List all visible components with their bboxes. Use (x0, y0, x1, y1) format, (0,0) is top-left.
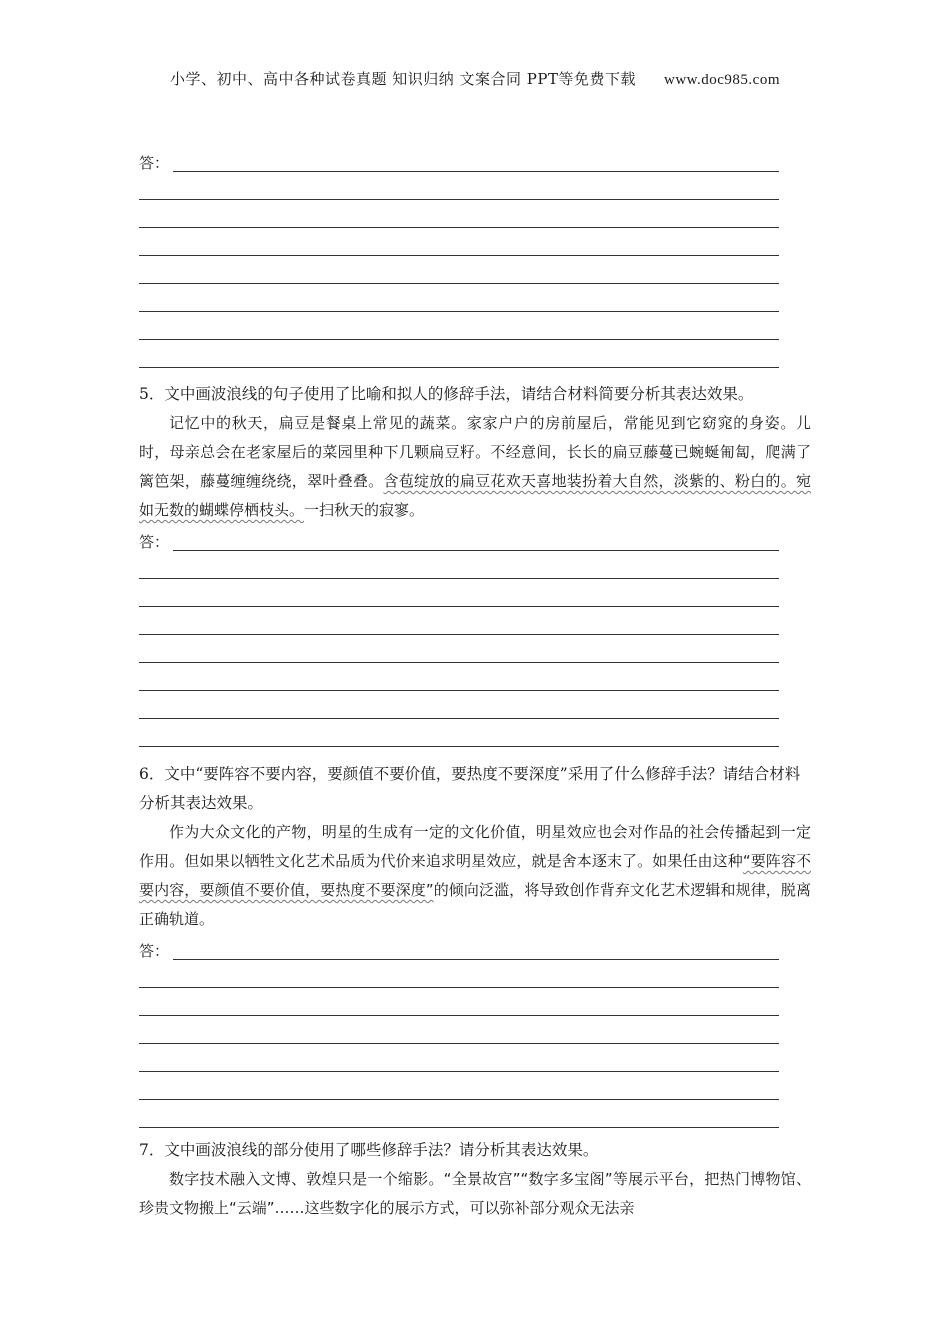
answer-label: 答： (139, 533, 170, 551)
answer-line[interactable] (139, 1072, 779, 1100)
answer-line[interactable] (139, 172, 779, 200)
page-header (0, 68, 950, 89)
answer-block-5 (139, 523, 779, 747)
answer-line[interactable] (139, 284, 779, 312)
answer-line[interactable] (139, 200, 779, 228)
passage-text: 一扫秋天的寂寥。 (304, 501, 425, 519)
question-6-text: 6．文中“要阵容不要内容，要颜值不要价值，要热度不要深度”采用了什么修辞手法？请结合材料分析其表达效果。 (139, 765, 801, 812)
passage-text: 记忆中的秋天，扁豆是餐桌上常见的蔬菜。家家户户的房前屋后，常能见到它窈窕的身姿。儿时，母亲总会在老家屋后的菜园里种下几颗扁豆籽。不经意间，长长的扁豆藤蔓已蜿蜒匍匐，爬满了篱笆架，藤蔓缠缠绕绕，翠叶叠叠。 (139, 414, 811, 490)
header-text: 小学、初中、高中各种试卷真题 知识归纳 文案合同 PPT等免费下载 (169, 70, 636, 88)
question-6-passage (139, 818, 811, 934)
answer-line[interactable] (139, 691, 779, 719)
answer-line[interactable] (139, 579, 779, 607)
answer-line[interactable] (173, 170, 779, 172)
answer-line[interactable] (139, 635, 779, 663)
answer-line[interactable] (139, 663, 779, 691)
answer-line[interactable] (139, 607, 779, 635)
answer-line[interactable] (139, 228, 779, 256)
answer-line[interactable] (173, 958, 779, 960)
question-6 (139, 760, 811, 1128)
passage-text: 的倾向泛滥，将导致创作背弃文化艺术逻辑和规律，脱离正确轨道。 (139, 881, 811, 928)
answer-line[interactable] (139, 1016, 779, 1044)
answer-label: 答： (139, 942, 170, 960)
answer-line[interactable] (139, 960, 779, 988)
answer-line[interactable] (139, 312, 779, 340)
wavy-underlined-text: 含苞绽放的扁豆花欢天喜地装扮着大自然，淡紫的、粉白的。宛如无数的蝴蝶停栖枝头。 (139, 472, 811, 519)
answer-line[interactable] (173, 549, 779, 551)
question-5-text: 5．文中画波浪线的句子使用了比喻和拟人的修辞手法，请结合材料简要分析其表达效果。 (139, 385, 754, 403)
answer-block-4 (139, 144, 811, 368)
answer-block-6 (139, 932, 779, 1128)
answer-line[interactable] (139, 719, 779, 747)
question-5-passage (139, 409, 811, 525)
question-7-text: 7．文中画波浪线的部分使用了哪些修辞手法？请分析其表达效果。 (139, 1141, 599, 1159)
answer-line[interactable] (139, 1044, 779, 1072)
header-url: www.doc985.com (663, 72, 780, 88)
answer-line[interactable] (139, 1100, 779, 1128)
answer-line[interactable] (139, 340, 779, 368)
question-7-passage: 数字技术融入文博、敦煌只是一个缩影。“全景故宫”“数字多宝阁”等展示平台，把热门博物馆、珍贵文物搬上“云端”……这些数字化的展示方式，可以弥补部分观众无法亲 (139, 1170, 811, 1217)
question-7 (139, 1136, 811, 1223)
answer-line[interactable] (139, 256, 779, 284)
answer-label: 答： (139, 154, 170, 172)
passage-text: 作为大众文化的产物，明星的生成有一定的文化价值，明星效应也会对作品的社会传播起到一定作用。但如果以牺牲文化艺术品质为代价来追求明星效应，就是舍本逐末了。如果任由这种 (139, 823, 811, 870)
wavy-underlined-text: “要阵容不要内容，要颜值不要价值，要热度不要深度” (139, 852, 811, 899)
question-5 (139, 380, 811, 747)
answer-line[interactable] (139, 551, 779, 579)
answer-line[interactable] (139, 988, 779, 1016)
